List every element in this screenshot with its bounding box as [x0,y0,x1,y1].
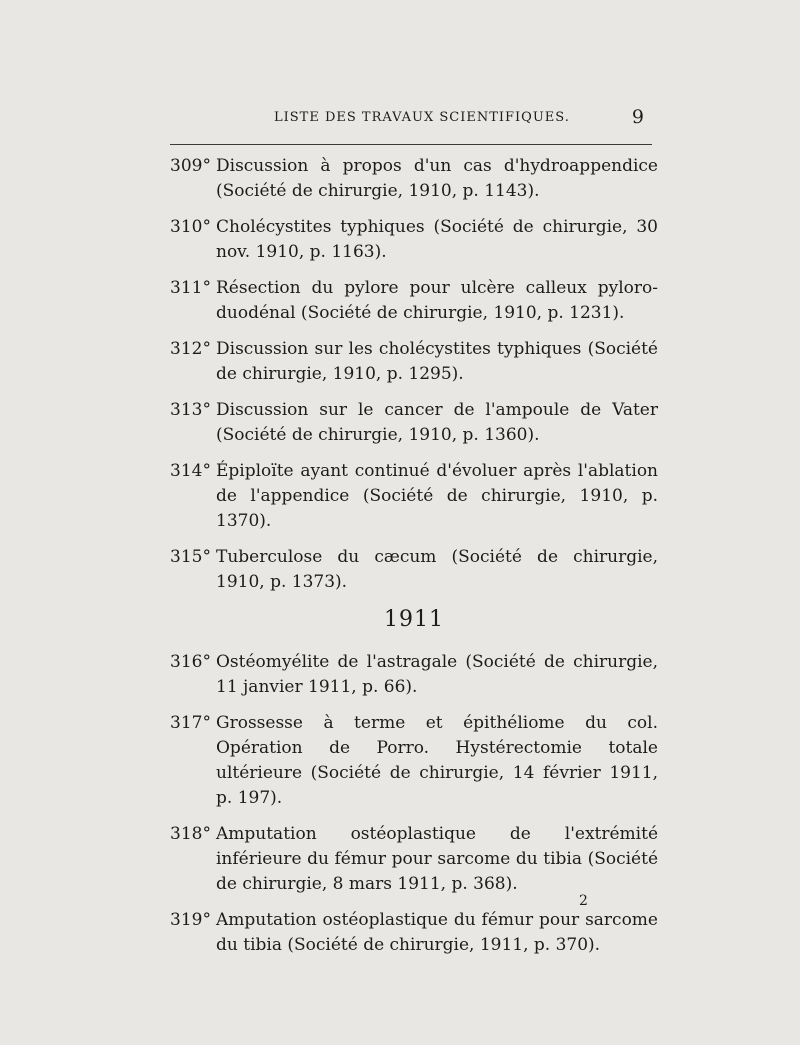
entry-text: Discussion sur les cholécystites typhiques (Société de chirurgie, 1910, p. 1295). [216,339,658,384]
entry-number: 316° [170,652,211,672]
entry-text: Épiploïte ayant continué d'évoluer après l'ablation de l'appendice (Société de chirurgie, 1910, p. 1370). [216,461,658,531]
list-item [170,908,658,958]
year-heading: 1911 [384,607,444,632]
entry-number: 312° [170,339,211,359]
entry-text: Ostéomyélite de l'astragale (Société de chirurgie, 11 janvier 1911, p. 66). [216,652,658,697]
entry-number: 315° [170,547,211,567]
entry-text: Discussion à propos d'un cas d'hydroappendice (Société de chirurgie, 1910, p. 1143). [216,156,658,201]
list-item [170,337,658,387]
entry-text: Amputation ostéoplastique de l'extrémité inférieure du fémur pour sarcome du tibia (Société de chirurgie, 8 mars 1911, p. 368). [216,824,658,894]
entry-number: 311° [170,278,211,298]
entry-text: Discussion sur le cancer de l'ampoule de Vater (Société de chirurgie, 1910, p. 1360). [216,400,658,445]
signature-mark: 2 [579,893,588,909]
list-item [170,650,658,700]
list-item [170,276,658,326]
entry-number: 319° [170,910,211,930]
entry-number: 318° [170,824,211,844]
entries-1911 [170,650,658,958]
entry-number: 309° [170,156,211,176]
list-item [170,215,658,265]
entry-text: Résection du pylore pour ulcère calleux pyloro-duodénal (Société de chirurgie, 1910, p. 1231). [216,278,658,323]
entry-text: Amputation ostéoplastique du fémur pour sarcome du tibia (Société de chirurgie, 1911, p. 370). [216,910,658,955]
page-number: 9 [631,106,644,128]
entry-number: 310° [170,217,211,237]
entry-number: 313° [170,400,211,420]
list-item [170,711,658,811]
header-title: LISTE DES TRAVAUX SCIENTIFIQUES. [274,110,570,125]
running-header [170,104,652,145]
entry-number: 314° [170,461,211,481]
entry-number: 317° [170,713,211,733]
list-item [170,822,658,897]
entries-1910 [170,154,658,595]
list-item [170,545,658,595]
list-item [170,398,658,448]
list-item [170,459,658,534]
list-item [170,154,658,204]
entry-list [170,154,658,969]
entry-text: Grossesse à terme et épithéliome du col. Opération de Porro. Hystérectomie totale ultérieure (Société de chirurgie, 14 février 1911, p. 197). [216,713,658,808]
entry-text: Tuberculose du cæcum (Société de chirurgie, 1910, p. 1373). [216,547,658,592]
entry-text: Cholécystites typhiques (Société de chirurgie, 30 nov. 1910, p. 1163). [216,217,658,262]
